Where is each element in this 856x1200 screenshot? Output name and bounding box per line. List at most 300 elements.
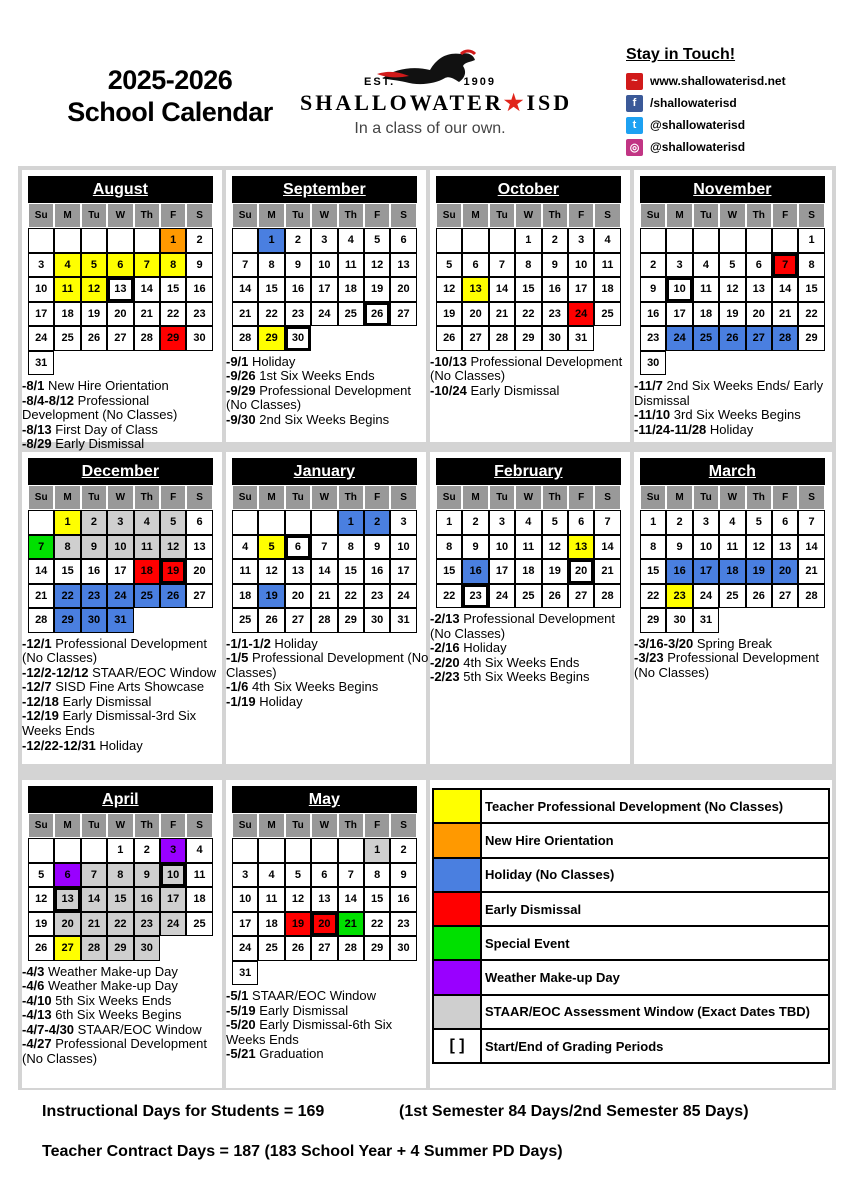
weekday-label: M	[54, 813, 80, 838]
legend-label: Teacher Professional Development (No Classes)	[485, 798, 784, 814]
day-cell: 21	[81, 912, 107, 937]
day-cell: 12	[258, 559, 284, 584]
weekday-label: Tu	[489, 203, 515, 228]
weekday-label: S	[186, 813, 212, 838]
instructional-days	[42, 1103, 749, 1121]
title-year: 2025-2026	[107, 65, 233, 95]
month-title: September	[232, 176, 417, 203]
week-row	[436, 277, 621, 302]
weekday-label: F	[160, 813, 186, 838]
month-notes	[430, 612, 634, 685]
day-cell: 8	[258, 253, 284, 278]
weekday-label: Tu	[693, 485, 719, 510]
empty-day	[81, 228, 107, 253]
day-cell: 7	[134, 253, 160, 278]
day-cell: 16	[364, 559, 390, 584]
day-cell: 12	[436, 277, 462, 302]
day-cell: 12	[285, 887, 311, 912]
day-cell: 17	[390, 559, 416, 584]
day-cell: 8	[436, 535, 462, 560]
week-row	[28, 559, 213, 584]
empty-day	[666, 351, 692, 376]
logo-est-label: EST.	[364, 76, 396, 88]
day-cell: 14	[338, 887, 364, 912]
day-cell: 16	[390, 887, 416, 912]
note-item: -11/24-11/28 Holiday	[634, 421, 754, 437]
note-item: -10/24 Early Dismissal	[430, 382, 560, 398]
week-row	[436, 253, 621, 278]
note-item: -4/13 6th Six Weeks Begins	[22, 1007, 182, 1023]
day-cell: 14	[311, 559, 337, 584]
day-cell: 25	[186, 912, 212, 937]
day-cell: 2	[666, 510, 692, 535]
week-row	[232, 863, 417, 888]
day-cell: 18	[186, 887, 212, 912]
day-cell: 11	[594, 253, 620, 278]
month-notes	[226, 355, 430, 428]
empty-day	[134, 351, 160, 376]
empty-day	[258, 961, 284, 986]
note-item: -9/29 Professional Development (No Classes)	[226, 382, 411, 413]
month-title: November	[640, 176, 825, 203]
day-cell: 6	[186, 510, 212, 535]
legend-row	[432, 788, 830, 824]
day-cell: 25	[338, 302, 364, 327]
weekday-header	[640, 203, 825, 228]
day-cell: 10	[489, 535, 515, 560]
month-cell	[430, 452, 630, 764]
week-row	[28, 253, 213, 278]
day-cell: 7	[338, 863, 364, 888]
day-cell: 15	[364, 887, 390, 912]
weekday-label: F	[772, 203, 798, 228]
weekday-label: Su	[232, 813, 258, 838]
weekday-label: F	[364, 203, 390, 228]
note-item: -11/7 2nd Six Weeks Ends/ Early Dismissal	[634, 378, 824, 408]
weekday-label: Su	[28, 485, 54, 510]
day-cell: 23	[186, 302, 212, 327]
month-notes	[226, 637, 430, 710]
day-cell: 6	[311, 863, 337, 888]
day-cell: 13	[54, 887, 80, 912]
empty-day	[134, 228, 160, 253]
day-cell: 20	[568, 559, 594, 584]
weekday-label: S	[798, 485, 824, 510]
empty-day	[160, 351, 186, 376]
day-cell: 29	[640, 608, 666, 633]
day-cell: 5	[436, 253, 462, 278]
weekday-label: Th	[134, 813, 160, 838]
day-cell: 29	[364, 936, 390, 961]
month-cell	[226, 452, 429, 764]
day-cell: 21	[489, 302, 515, 327]
weekday-header	[28, 813, 213, 838]
empty-day	[594, 326, 620, 351]
day-cell: 23	[542, 302, 568, 327]
day-cell: 20	[311, 912, 337, 937]
day-cell: 29	[515, 326, 541, 351]
day-cell: 30	[390, 936, 416, 961]
day-cell: 1	[436, 510, 462, 535]
day-cell: 13	[311, 887, 337, 912]
legend-swatch-yellow	[434, 790, 482, 822]
empty-day	[798, 351, 824, 376]
empty-day	[28, 228, 54, 253]
week-row	[436, 302, 621, 327]
weekday-label: F	[364, 813, 390, 838]
week-row	[640, 351, 825, 376]
legend-label: New Hire Orientation	[485, 832, 614, 848]
month-september	[232, 176, 417, 351]
social-link-mustang[interactable]	[626, 70, 846, 92]
day-cell: 6	[107, 253, 133, 278]
empty-day	[693, 351, 719, 376]
month-cell	[226, 170, 426, 442]
social-link-text: @shallowaterisd	[650, 140, 746, 154]
day-cell: 31	[390, 608, 416, 633]
weekday-label: W	[311, 813, 337, 838]
social-link-facebook[interactable]	[626, 92, 846, 114]
month-august	[28, 176, 213, 375]
legend-swatch-red	[434, 893, 482, 925]
day-cell: 19	[364, 277, 390, 302]
title-text: School Calendar	[67, 97, 273, 127]
day-cell: 27	[772, 584, 798, 609]
weekday-label: Th	[542, 485, 568, 510]
empty-day	[364, 326, 390, 351]
day-cell: 11	[54, 277, 80, 302]
week-row	[28, 510, 213, 535]
day-cell: 20	[462, 302, 488, 327]
month-cell	[22, 170, 222, 452]
day-cell: 21	[338, 912, 364, 937]
day-cell: 20	[107, 302, 133, 327]
week-row	[436, 228, 621, 253]
day-cell: 28	[134, 326, 160, 351]
day-cell: 23	[462, 584, 488, 609]
empty-day	[285, 961, 311, 986]
day-cell: 27	[462, 326, 488, 351]
day-cell: 6	[462, 253, 488, 278]
day-cell: 25	[258, 936, 284, 961]
legend-label: Start/End of Grading Periods	[485, 1038, 664, 1054]
day-cell: 11	[719, 535, 745, 560]
note-item: -10/13 Professional Development (No Classes)	[430, 353, 623, 384]
weekday-label: F	[160, 203, 186, 228]
day-cell: 11	[338, 253, 364, 278]
empty-day	[134, 608, 160, 633]
empty-day	[693, 228, 719, 253]
day-cell: 17	[311, 277, 337, 302]
day-cell: 17	[28, 302, 54, 327]
day-cell: 20	[772, 559, 798, 584]
day-cell: 15	[436, 559, 462, 584]
day-cell: 20	[746, 302, 772, 327]
day-cell: 3	[666, 253, 692, 278]
day-cell: 3	[160, 838, 186, 863]
month-december	[28, 458, 213, 633]
empty-day	[107, 228, 133, 253]
day-cell: 19	[28, 912, 54, 937]
weekday-label: W	[515, 203, 541, 228]
day-cell: 5	[364, 228, 390, 253]
day-cell: 1	[338, 510, 364, 535]
empty-day	[186, 936, 212, 961]
month-notes	[634, 637, 836, 681]
note-item: -3/23 Professional Development (No Classes)	[634, 650, 819, 680]
note-item: -12/1 Professional Development (No Classes)	[22, 635, 207, 666]
day-cell: 28	[81, 936, 107, 961]
day-cell: 18	[515, 559, 541, 584]
day-cell: 3	[107, 510, 133, 535]
weekday-label: F	[364, 485, 390, 510]
weekday-label: Su	[436, 485, 462, 510]
day-cell: 10	[666, 277, 692, 302]
day-cell: 17	[107, 559, 133, 584]
day-cell: 27	[54, 936, 80, 961]
day-cell: 7	[311, 535, 337, 560]
weekday-label: Su	[640, 203, 666, 228]
day-cell: 6	[772, 510, 798, 535]
day-cell: 10	[568, 253, 594, 278]
week-row	[436, 559, 621, 584]
weekday-header	[640, 485, 825, 510]
note-item: -4/3 Weather Make-up Day	[22, 963, 178, 979]
empty-day	[746, 228, 772, 253]
day-cell: 17	[489, 559, 515, 584]
week-row	[640, 277, 825, 302]
day-cell: 14	[798, 535, 824, 560]
day-cell: 3	[568, 228, 594, 253]
note-item: -8/29 Early Dismissal	[22, 436, 145, 452]
weekday-label: Tu	[285, 203, 311, 228]
week-row	[28, 887, 213, 912]
week-row	[640, 535, 825, 560]
day-cell: 4	[693, 253, 719, 278]
day-cell: 31	[693, 608, 719, 633]
empty-day	[390, 961, 416, 986]
day-cell: 6	[746, 253, 772, 278]
weekday-label: Th	[542, 203, 568, 228]
day-cell: 19	[258, 584, 284, 609]
weekday-label: Th	[746, 203, 772, 228]
weekday-label: S	[186, 485, 212, 510]
day-cell: 17	[693, 559, 719, 584]
empty-day	[81, 838, 107, 863]
day-cell: 26	[160, 584, 186, 609]
weekday-label: F	[568, 203, 594, 228]
day-cell: 16	[640, 302, 666, 327]
empty-day	[640, 228, 666, 253]
day-cell: 28	[311, 608, 337, 633]
day-cell: 25	[693, 326, 719, 351]
empty-day	[390, 326, 416, 351]
day-cell: 2	[462, 510, 488, 535]
day-cell: 18	[594, 277, 620, 302]
day-cell: 25	[719, 584, 745, 609]
day-cell: 22	[798, 302, 824, 327]
month-november	[640, 176, 825, 375]
day-cell: 24	[311, 302, 337, 327]
day-cell: 5	[719, 253, 745, 278]
day-cell: 5	[542, 510, 568, 535]
semester-days-text: (1st Semester 84 Days/2nd Semester 85 Days)	[399, 1103, 749, 1120]
month-title: January	[232, 458, 417, 485]
social-link-text: www.shallowaterisd.net	[650, 74, 786, 88]
empty-day	[666, 228, 692, 253]
day-cell: 19	[542, 559, 568, 584]
instructional-days-text: Instructional Days for Students = 169	[42, 1103, 325, 1120]
day-cell: 13	[107, 277, 133, 302]
week-row	[640, 253, 825, 278]
day-cell: 16	[134, 887, 160, 912]
empty-day	[285, 510, 311, 535]
day-cell: 30	[666, 608, 692, 633]
day-cell: 15	[640, 559, 666, 584]
week-row	[640, 326, 825, 351]
day-cell: 30	[186, 326, 212, 351]
day-cell: 23	[666, 584, 692, 609]
month-february	[436, 458, 621, 608]
legend-label: STAAR/EOC Assessment Window (Exact Dates TBD)	[485, 1004, 810, 1020]
day-cell: 22	[107, 912, 133, 937]
day-cell: 7	[798, 510, 824, 535]
day-cell: 24	[107, 584, 133, 609]
weekday-label: S	[594, 485, 620, 510]
day-cell: 8	[798, 253, 824, 278]
weekday-label: M	[54, 485, 80, 510]
day-cell: 1	[364, 838, 390, 863]
day-cell: 16	[542, 277, 568, 302]
contract-days: Teacher Contract Days = 187 (183 School Year + 4 Summer PD Days)	[42, 1143, 563, 1160]
day-cell: 21	[594, 559, 620, 584]
month-title: December	[28, 458, 213, 485]
legend-label: Early Dismissal	[485, 901, 582, 917]
week-row	[640, 302, 825, 327]
day-cell: 12	[746, 535, 772, 560]
month-notes	[22, 637, 226, 754]
empty-day	[338, 961, 364, 986]
day-cell: 20	[54, 912, 80, 937]
day-cell: 14	[594, 535, 620, 560]
day-cell: 12	[160, 535, 186, 560]
day-cell: 8	[515, 253, 541, 278]
day-cell: 23	[390, 912, 416, 937]
day-cell: 1	[640, 510, 666, 535]
weekday-label: W	[719, 203, 745, 228]
empty-day	[160, 936, 186, 961]
month-march	[640, 458, 825, 633]
day-cell: 9	[462, 535, 488, 560]
day-cell: 4	[594, 228, 620, 253]
day-cell: 22	[364, 912, 390, 937]
day-cell: 13	[568, 535, 594, 560]
day-cell: 2	[390, 838, 416, 863]
month-may	[232, 786, 417, 985]
day-cell: 13	[462, 277, 488, 302]
note-item: -12/22-12/31 Holiday	[22, 737, 143, 753]
note-item: -4/27 Professional Development (No Classes)	[22, 1036, 207, 1067]
day-cell: 1	[54, 510, 80, 535]
day-cell: 3	[390, 510, 416, 535]
week-row	[28, 351, 213, 376]
day-cell: 21	[311, 584, 337, 609]
social-link-instagram[interactable]	[626, 136, 846, 158]
week-row	[28, 863, 213, 888]
day-cell: 30	[81, 608, 107, 633]
day-cell: 4	[338, 228, 364, 253]
day-cell: 6	[54, 863, 80, 888]
instagram-icon: ◎	[626, 139, 643, 156]
day-cell: 10	[28, 277, 54, 302]
empty-day	[28, 510, 54, 535]
day-cell: 18	[232, 584, 258, 609]
day-cell: 12	[719, 277, 745, 302]
day-cell: 2	[542, 228, 568, 253]
note-item: -2/23 5th Six Weeks Begins	[430, 669, 590, 685]
day-cell: 9	[186, 253, 212, 278]
day-cell: 29	[258, 326, 284, 351]
weekday-label: M	[666, 485, 692, 510]
week-row	[232, 912, 417, 937]
day-cell: 28	[489, 326, 515, 351]
week-row	[232, 228, 417, 253]
week-row	[28, 608, 213, 633]
weekday-label: F	[772, 485, 798, 510]
week-row	[232, 277, 417, 302]
empty-day	[285, 838, 311, 863]
day-cell: 28	[232, 326, 258, 351]
month-title: February	[436, 458, 621, 485]
day-cell: 26	[258, 608, 284, 633]
month-title: March	[640, 458, 825, 485]
legend-swatch-blue	[434, 859, 482, 891]
social-link-twitter[interactable]	[626, 114, 846, 136]
day-cell: 15	[798, 277, 824, 302]
weekday-label: M	[258, 203, 284, 228]
day-cell: 28	[594, 584, 620, 609]
weekday-label: Th	[134, 485, 160, 510]
weekday-label: W	[107, 485, 133, 510]
weekday-header	[232, 203, 417, 228]
day-cell: 19	[719, 302, 745, 327]
day-cell: 16	[285, 277, 311, 302]
weekday-label: Su	[640, 485, 666, 510]
day-cell: 3	[311, 228, 337, 253]
month-notes	[430, 355, 634, 399]
day-cell: 4	[258, 863, 284, 888]
note-item: -1/1-1/2 Holiday	[226, 635, 318, 651]
day-cell: 2	[285, 228, 311, 253]
empty-day	[311, 961, 337, 986]
day-cell: 11	[134, 535, 160, 560]
weekday-header	[28, 203, 213, 228]
month-notes	[226, 989, 430, 1062]
day-cell: 15	[515, 277, 541, 302]
day-cell: 25	[232, 608, 258, 633]
day-cell: 28	[798, 584, 824, 609]
calendar-title	[60, 64, 280, 128]
day-cell: 19	[746, 559, 772, 584]
day-cell: 1	[160, 228, 186, 253]
day-cell: 23	[285, 302, 311, 327]
day-cell: 24	[568, 302, 594, 327]
month-notes	[634, 379, 836, 437]
note-item: -5/19 Early Dismissal	[226, 1002, 349, 1018]
weekday-label: F	[568, 485, 594, 510]
day-cell: 30	[364, 608, 390, 633]
note-item: -8/1 New Hire Orientation	[22, 378, 169, 393]
